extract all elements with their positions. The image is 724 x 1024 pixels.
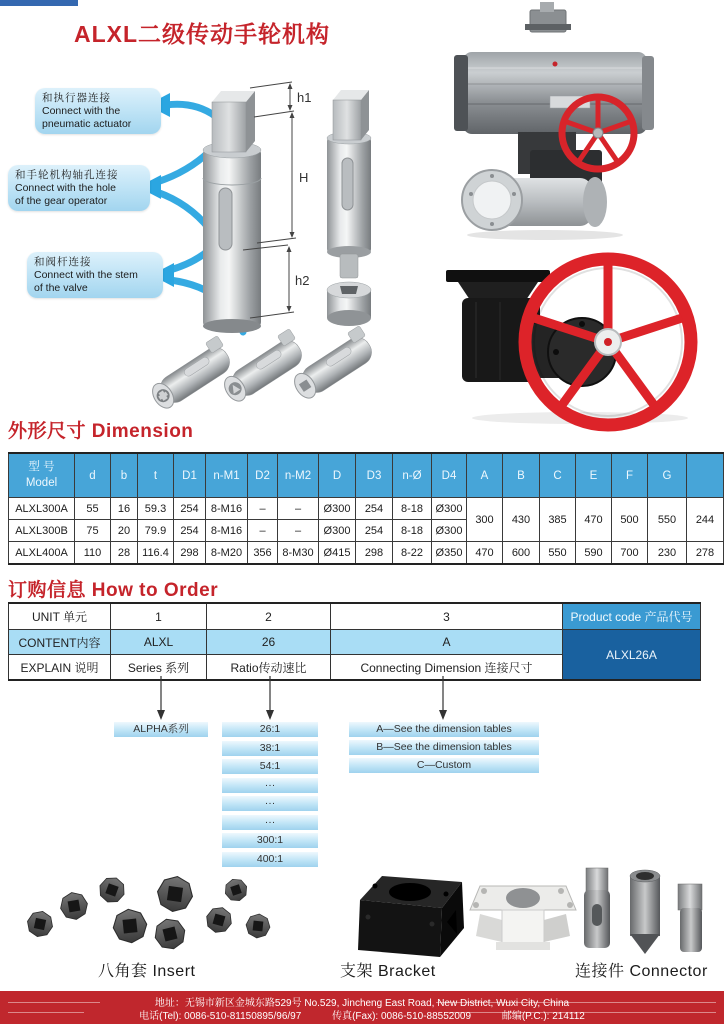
gear-operator-photo	[430, 240, 724, 430]
dim-label-h2: h2	[295, 273, 310, 288]
dim-label-h1: h1	[297, 90, 312, 105]
table-cell: 254	[356, 498, 393, 520]
table-cell: Ø300	[319, 498, 356, 520]
footer-postcode: 邮编(P.C.): 214112	[501, 1011, 585, 1022]
table-cell: Ø415	[319, 542, 356, 565]
table-cell: –	[248, 498, 278, 520]
table-cell: 110	[75, 542, 111, 565]
unit-cell: 1	[111, 603, 207, 630]
model-cell: ALXL300B	[9, 520, 75, 542]
row-label: UNIT 单元	[9, 603, 111, 630]
table-cell: Ø300	[432, 498, 467, 520]
octagon-inserts	[25, 874, 271, 953]
ratio-option: ···	[222, 778, 318, 793]
corner-decoration	[0, 0, 78, 6]
bracket-photo	[330, 862, 580, 962]
table-cell: 298	[356, 542, 393, 565]
col-header: b	[111, 453, 138, 498]
series-option: ALPHA系列	[114, 722, 208, 737]
table-cell: 28	[111, 542, 138, 565]
ratio-option: 26:1	[222, 722, 318, 737]
table-cell: 55	[75, 498, 111, 520]
shaft-drawing-exploded	[327, 90, 371, 326]
col-header: D	[319, 453, 356, 498]
callout-gear-operator-zh: 和手轮机构轴孔连接	[15, 169, 119, 181]
content-cell: ALXL	[111, 630, 207, 655]
col-header-model-en: Model	[25, 476, 58, 489]
page-title: ALXL二级传动手轮机构	[74, 21, 331, 47]
col-header: G	[648, 453, 687, 498]
col-header: F	[612, 453, 648, 498]
part-label-insert: 八角套 Insert	[98, 963, 196, 980]
dimension-option-b: B—See the dimension tables	[349, 740, 539, 755]
callout-gear-operator-en2: of the gear operator	[15, 194, 108, 207]
explain-cell: Connecting Dimension 连接尺寸	[331, 655, 563, 681]
black-bracket	[358, 876, 464, 957]
dimension-table	[8, 452, 724, 565]
merged-cell: 300	[467, 498, 503, 542]
content-cell: 26	[207, 630, 331, 655]
col-header: n-M1	[206, 453, 248, 498]
order-row-content	[9, 630, 701, 655]
table-cell: 8-18	[393, 520, 432, 542]
ratio-option: 54:1	[222, 759, 318, 774]
row-label: EXPLAIN 说明	[9, 655, 111, 681]
merged-cell: 470	[576, 498, 612, 542]
ratio-option: 300:1	[222, 833, 318, 848]
merged-cell: 550	[648, 498, 687, 542]
merged-cell: 500	[612, 498, 648, 542]
table-cell: Ø300	[319, 520, 356, 542]
dimension-table-header-row	[9, 453, 724, 498]
table-cell: 8-M16	[206, 498, 248, 520]
col-header: D4	[432, 453, 467, 498]
col-header	[687, 453, 724, 498]
order-row-unit	[9, 603, 701, 630]
footer-tel: 电话(Tel): 0086-510-81150895/96/97	[139, 1011, 302, 1022]
callout-actuator-en2: pneumatic actuator	[42, 117, 132, 130]
dim-label-H: H	[299, 170, 309, 185]
dimension-option-a: A—See the dimension tables	[349, 722, 539, 737]
table-cell: 8-M20	[206, 542, 248, 565]
unit-cell: 3	[331, 603, 563, 630]
coupling-drawing-3	[286, 326, 378, 403]
merged-cell: 385	[540, 498, 576, 542]
table-cell: –	[278, 520, 319, 542]
table-row	[9, 542, 724, 565]
callout-actuator-en1: Connect with the	[42, 104, 121, 117]
part-label-connector: 连接件 Connector	[575, 963, 708, 980]
table-cell: 254	[174, 498, 206, 520]
shaft-drawing-main	[203, 91, 261, 333]
table-cell: 590	[576, 542, 612, 565]
flow-arrows-svg	[0, 674, 724, 722]
col-header: n-M2	[278, 453, 319, 498]
table-cell: 16	[111, 498, 138, 520]
col-header: E	[576, 453, 612, 498]
table-cell: 230	[648, 542, 687, 565]
table-cell: 75	[75, 520, 111, 542]
table-cell: 8-18	[393, 498, 432, 520]
table-cell: –	[278, 498, 319, 520]
table-cell: 8-M16	[206, 520, 248, 542]
actuator-valve-photo	[430, 0, 724, 240]
footer-contacts	[0, 1007, 724, 1022]
ratio-option: 400:1	[222, 852, 318, 867]
insert-photo	[12, 862, 312, 962]
callout-actuator-zh: 和执行器连接	[42, 92, 111, 104]
table-cell: 116.4	[138, 542, 174, 565]
footer-address: 地址：无锡市新区金城东路529号 No.529, Jincheng East Road, New District, Wuxi City, China	[154, 998, 570, 1009]
connector-splined-tube	[630, 870, 660, 954]
merged-cell: 430	[503, 498, 540, 542]
col-header-model	[9, 453, 75, 498]
callout-valve-stem-zh: 和阀杆连接	[34, 256, 92, 268]
order-table	[8, 602, 701, 681]
col-header: D1	[174, 453, 206, 498]
callout-gear-operator	[8, 165, 150, 211]
col-header-model-zh: 型 号	[28, 460, 55, 473]
table-cell: 8-22	[393, 542, 432, 565]
dimension-option-c: C—Custom	[349, 758, 539, 773]
callout-valve-stem-en2: of the valve	[34, 281, 88, 294]
ratio-option: ···	[222, 815, 318, 830]
unit-cell: 2	[207, 603, 331, 630]
order-heading: 订购信息 How to Order	[8, 580, 219, 601]
callout-valve-stem-en1: Connect with the stem	[34, 268, 138, 281]
explain-cell: Series 系列	[111, 655, 207, 681]
col-header: n-Ø	[393, 453, 432, 498]
table-cell: 700	[612, 542, 648, 565]
connector-square-long	[584, 868, 610, 948]
table-cell: –	[248, 520, 278, 542]
table-cell: 79.9	[138, 520, 174, 542]
table-cell: 298	[174, 542, 206, 565]
col-header: C	[540, 453, 576, 498]
product-code-value: ALXL26A	[563, 630, 701, 681]
ratio-option: 38:1	[222, 741, 318, 756]
col-header: B	[503, 453, 540, 498]
footer-fax: 传真(Fax): 0086-510-88552009	[332, 1011, 472, 1022]
solenoid-accessory	[525, 2, 571, 32]
part-label-bracket: 支架 Bracket	[340, 963, 436, 980]
callout-valve-stem	[27, 252, 163, 298]
ratio-option: ···	[222, 796, 318, 811]
table-cell: 8-M30	[278, 542, 319, 565]
content-cell: A	[331, 630, 563, 655]
table-cell: 254	[356, 520, 393, 542]
table-cell: 470	[467, 542, 503, 565]
table-cell: 356	[248, 542, 278, 565]
dimension-arrowheads	[287, 83, 295, 312]
explain-cell: Ratio传动速比	[207, 655, 331, 681]
connector-photo	[570, 862, 720, 962]
coupling-drawing-1	[144, 336, 236, 413]
row-label: CONTENT内容	[9, 630, 111, 655]
model-cell: ALXL300A	[9, 498, 75, 520]
white-bracket	[470, 886, 576, 950]
col-header: D3	[356, 453, 393, 498]
callout-actuator	[35, 88, 161, 134]
col-header: t	[138, 453, 174, 498]
table-cell: 20	[111, 520, 138, 542]
coupling-drawing-2	[216, 329, 308, 406]
table-cell: Ø350	[432, 542, 467, 565]
table-cell: 600	[503, 542, 540, 565]
table-cell: Ø300	[432, 520, 467, 542]
col-header: d	[75, 453, 111, 498]
merged-cell: 244	[687, 498, 724, 542]
dimension-heading: 外形尺寸 Dimension	[8, 421, 194, 442]
connector-square-short	[678, 884, 702, 952]
table-cell: 254	[174, 520, 206, 542]
product-code-header: Product code 产品代号	[563, 603, 701, 630]
table-cell: 278	[687, 542, 724, 565]
model-cell: ALXL400A	[9, 542, 75, 565]
footer	[0, 991, 724, 1024]
col-header: A	[467, 453, 503, 498]
table-cell: 550	[540, 542, 576, 565]
table-cell: 59.3	[138, 498, 174, 520]
table-row	[9, 498, 724, 520]
callout-gear-operator-en1: Connect with the hole	[15, 181, 116, 194]
col-header: D2	[248, 453, 278, 498]
